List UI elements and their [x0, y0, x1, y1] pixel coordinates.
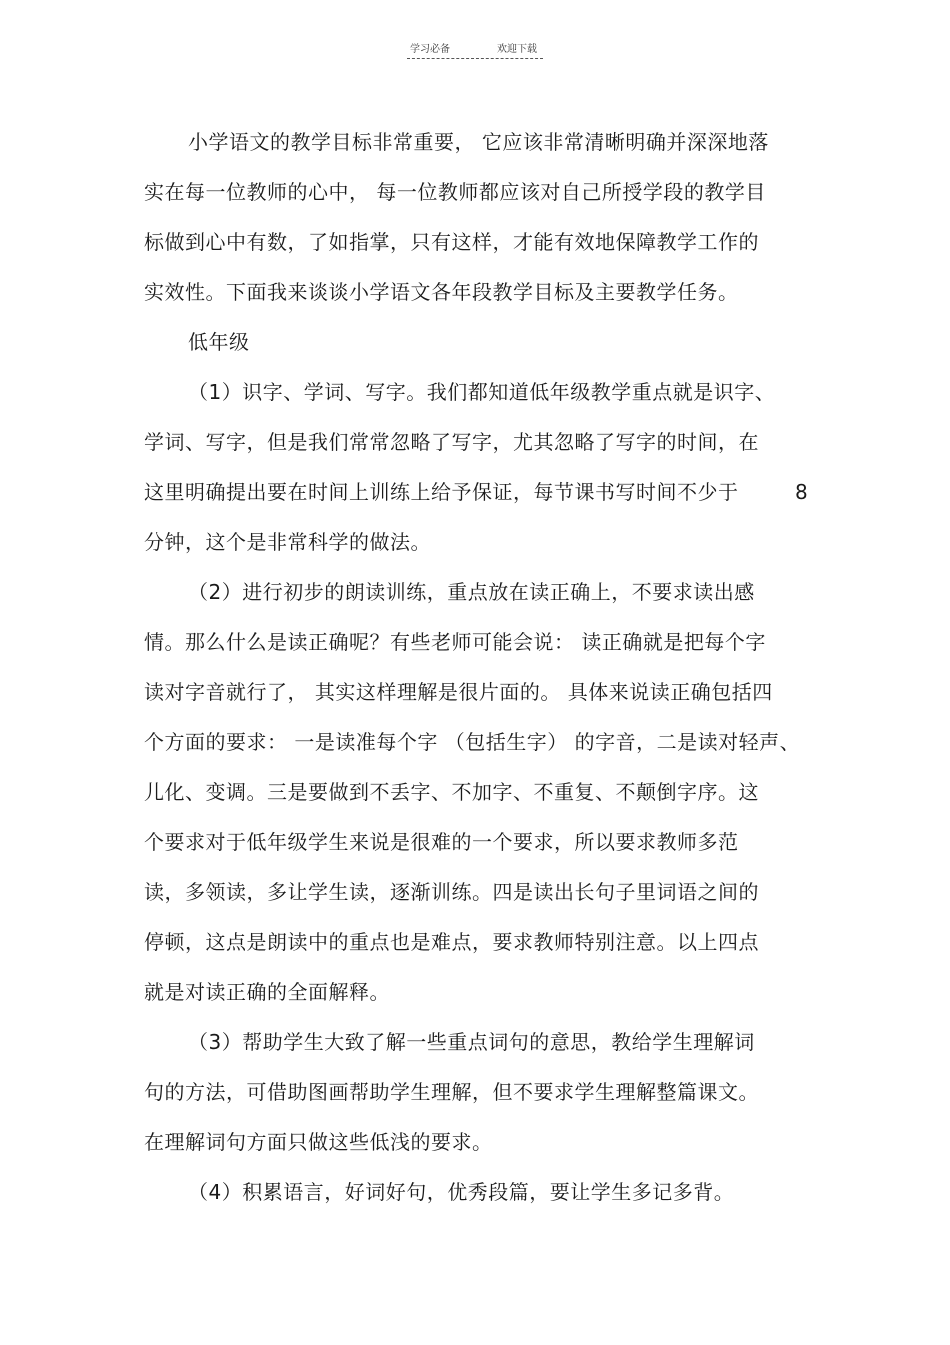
text-line: 标做到心中有数，了如指掌，只有这样，才能有效地保障教学工作的	[144, 230, 759, 254]
text-line: （2）进行初步的朗读训练，重点放在读正确上，不要求读出感	[188, 580, 755, 604]
header-right-text: 欢迎下载	[497, 44, 537, 55]
text-line: 实效性。下面我来谈谈小学语文各年段教学目标及主要教学任务。	[144, 280, 739, 304]
text-line: （3）帮助学生大致了解一些重点词句的意思，教给学生理解词	[188, 1030, 755, 1054]
text-line: 实在每一位教师的心中， 每一位教师都应该对自己所授学段的教学目	[144, 180, 766, 204]
text-line: 个方面的要求： 一是读准每个字 （包括生字） 的字音，二是读对轻声、	[144, 730, 801, 754]
text-line: 儿化、变调。三是要做到不丢字、不加字、不重复、不颠倒字序。这	[144, 780, 759, 804]
text-line: 就是对读正确的全面解释。	[144, 980, 390, 1004]
text-line: 小学语文的教学目标非常重要， 它应该非常清晰明确并深深地落	[188, 130, 769, 154]
margin-number: 8	[795, 480, 808, 504]
text-line: 停顿，这点是朗读中的重点也是难点，要求教师特别注意。以上四点	[144, 930, 759, 954]
text-line: 学词、写字，但是我们常常忽略了写字，尤其忽略了写字的时间，在	[144, 430, 759, 454]
text-line: 分钟，这个是非常科学的做法。	[144, 530, 431, 554]
text-line: 这里明确提出要在时间上训练上给予保证，每节课书写时间不少于	[144, 480, 739, 504]
section-heading: 低年级	[188, 330, 250, 354]
text-line: 句的方法，可借助图画帮助学生理解，但不要求学生理解整篇课文。	[144, 1080, 759, 1104]
text-line: 在理解词句方面只做这些低浅的要求。	[144, 1130, 493, 1154]
text-line: 情。那么什么是读正确呢？有些老师可能会说： 读正确就是把每个字	[144, 630, 766, 654]
text-line: 个要求对于低年级学生来说是很难的一个要求，所以要求教师多范	[144, 830, 739, 854]
text-line: 读对字音就行了， 其实这样理解是很片面的。 具体来说读正确包括四	[144, 680, 773, 704]
page-header	[407, 38, 543, 59]
text-line: 读，多领读，多让学生读，逐渐训练。四是读出长句子里词语之间的	[144, 880, 759, 904]
header-left-text: 学习必备	[410, 44, 450, 55]
text-line: （4）积累语言，好词好句，优秀段篇，要让学生多记多背。	[188, 1180, 735, 1204]
text-line: （1）识字、学词、写字。我们都知道低年级教学重点就是识字、	[188, 380, 776, 404]
